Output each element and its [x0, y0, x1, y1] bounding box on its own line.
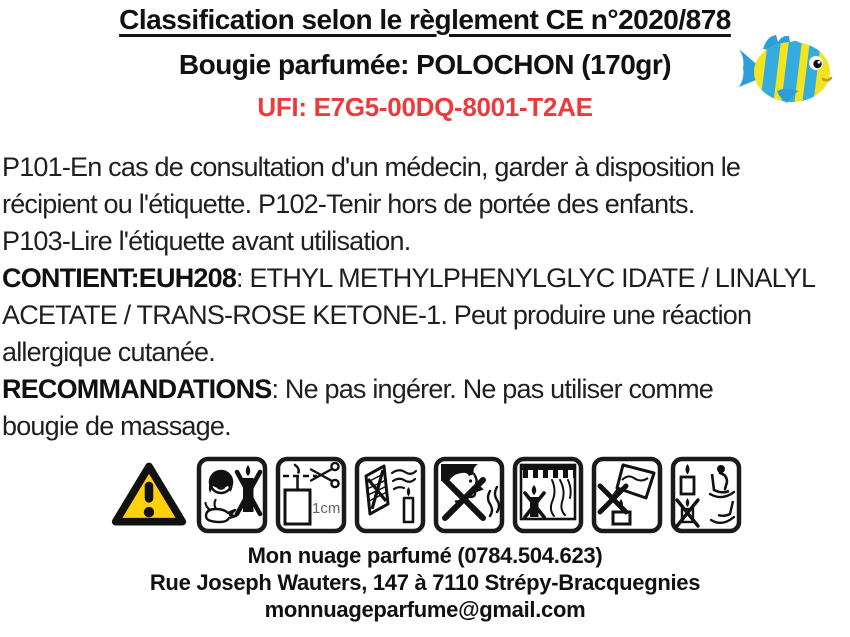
trim-wick-1cm-icon: [275, 456, 347, 534]
p-statement-line: P103-Lire l'étiquette avant utilisation.: [2, 226, 411, 256]
company-name-phone: Mon nuage parfumé (0784.504.623): [247, 543, 603, 568]
avoid-drafts-icon: [354, 456, 426, 534]
recommendations-line: bougie de massage.: [2, 411, 231, 441]
footer-contact: [0, 542, 850, 623]
warning-triangle-icon: [109, 459, 189, 531]
p-statement-line: récipient ou l'étiquette. P102-Tenir hors de portée des enfants.: [2, 189, 695, 219]
company-email: monnuageparfume@gmail.com: [264, 597, 586, 622]
fish-icon: [735, 28, 833, 104]
company-address: Rue Joseph Wauters, 147 à 7110 Strépy-Bracquegnies: [149, 570, 701, 595]
extinguish-before-leaving-icon: [670, 456, 742, 534]
keep-away-flammable-icon: [512, 456, 584, 534]
page-title: Classification selon le règlement CE n°2020/878: [119, 4, 731, 35]
contains-line: CONTIENT:EUH208: ETHYL METHYLPHENYLGLYC IDATE / LINALYL: [2, 263, 816, 293]
contains-line: allergique cutanée.: [2, 337, 215, 367]
ufi-code: UFI: E7G5-00DQ-8001-T2AE: [257, 92, 593, 122]
keep-away-children-pets-icon: [196, 456, 268, 534]
safety-pictograms-row: [0, 455, 850, 535]
safety-statements: [2, 149, 850, 445]
no-water-extinguish-icon: [591, 456, 663, 534]
p-statement-line: P101-En cas de consultation d'un médecin, garder à disposition le: [2, 152, 741, 182]
recommendations-line: RECOMMANDATIONS: Ne pas ingérer. Ne pas utiliser comme: [2, 374, 713, 404]
contains-label: CONTIENT:EUH208: [2, 263, 237, 293]
recommendations-label: RECOMMANDATIONS: [2, 374, 272, 404]
label-header: [0, 0, 850, 123]
do-not-inhale-smoke-icon: [433, 456, 505, 534]
contains-line: ACETATE / TRANS-ROSE KETONE-1. Peut produire une réaction: [2, 300, 752, 330]
trim-wick-label: 1cm: [311, 500, 340, 517]
product-title: Bougie parfumée: POLOCHON (170gr): [178, 49, 672, 80]
